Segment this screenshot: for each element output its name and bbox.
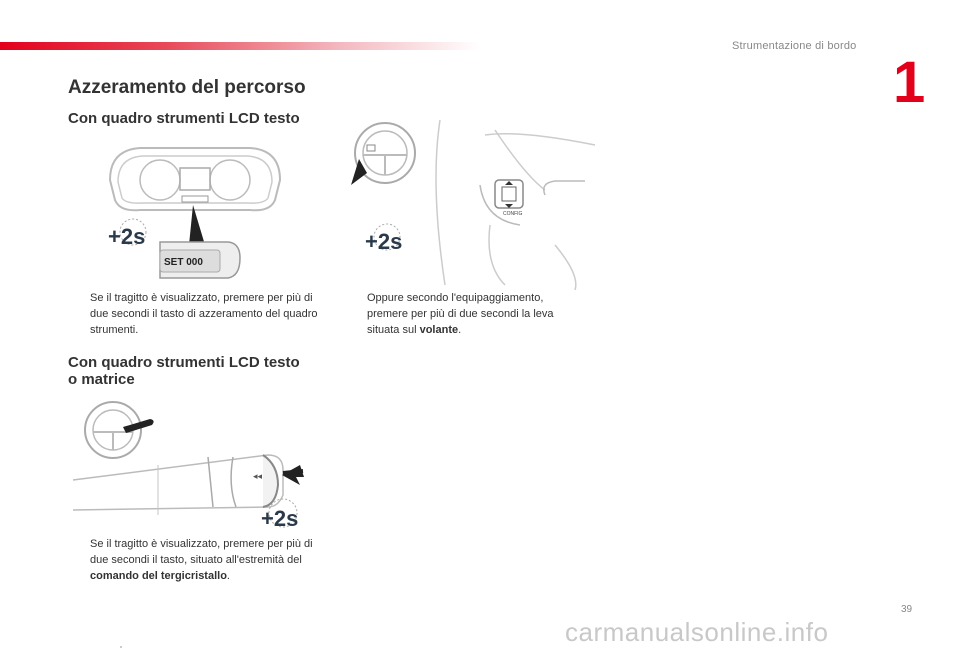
config-label: CONFIG xyxy=(503,211,523,217)
paragraph-wiper xyxy=(90,536,330,584)
section-heading-lcd-matrix-line2: o matrice xyxy=(68,371,135,388)
paragraph-steering-wheel-text: Oppure secondo l'equipaggiamento, premere per più di due secondi la leva situata sul xyxy=(367,292,554,336)
pointer-arrow-stalk xyxy=(282,465,304,485)
instrument-panel-illustration xyxy=(100,140,290,285)
chapter-number: 1 xyxy=(893,50,926,115)
hold-time-badge-2: +2s xyxy=(365,229,403,254)
paragraph-steering-wheel-bold: volante xyxy=(419,324,459,336)
paragraph-lcd-text-body: Se il tragitto è visualizzato, premere per più di due secondi il tasto di azzeramento del quadro strumenti. xyxy=(90,292,318,336)
paragraph-steering-wheel-end: . xyxy=(458,324,462,336)
hold-time-badge-1: +2s xyxy=(108,224,146,249)
paragraph-lcd-text xyxy=(90,290,330,338)
section-heading-lcd-matrix xyxy=(68,354,300,388)
paragraph-wiper-text: Se il tragitto è visualizzato, premere per più di due secondi il tasto, situato all'estremità del xyxy=(90,538,313,566)
section-label: Strumentazione di bordo xyxy=(732,40,857,52)
paragraph-steering-wheel xyxy=(367,290,582,338)
set-button-label: SET 000 xyxy=(164,257,203,268)
page-number: 39 xyxy=(901,604,913,615)
footer-dot xyxy=(120,646,122,648)
section-heading-lcd-matrix-line1: Con quadro strumenti LCD testo xyxy=(68,354,300,371)
watermark: carmanualsonline.info xyxy=(565,617,829,647)
header-red-bar xyxy=(0,42,480,50)
steering-wheel-illustration xyxy=(345,115,600,290)
page-title: Azzeramento del percorso xyxy=(68,77,306,98)
wiper-stalk-illustration xyxy=(68,395,313,540)
section-heading-lcd-text: Con quadro strumenti LCD testo xyxy=(68,110,300,127)
hold-time-badge-3: +2s xyxy=(261,506,299,531)
svg-text:◂◂: ◂◂ xyxy=(253,471,263,481)
paragraph-wiper-end: . xyxy=(226,570,230,582)
paragraph-wiper-bold: comando del tergicristallo xyxy=(90,570,227,582)
stalk-tip xyxy=(123,419,154,433)
